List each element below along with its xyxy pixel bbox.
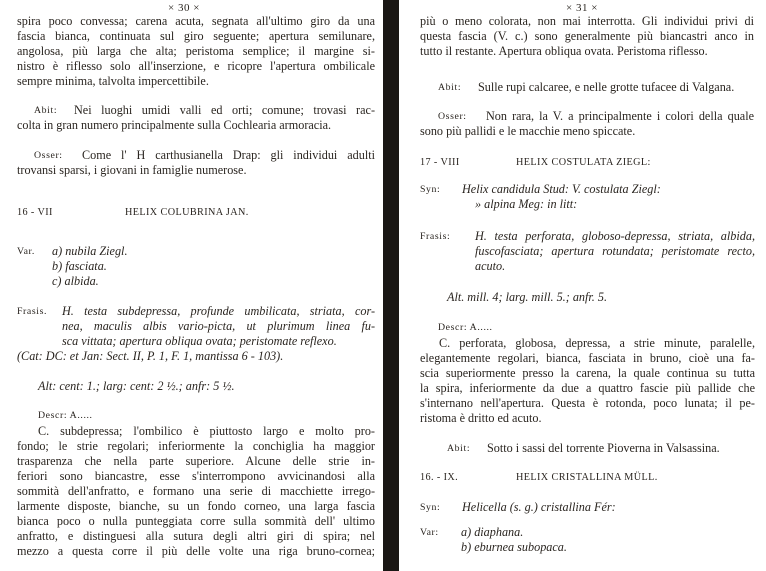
book-gutter — [383, 0, 399, 571]
frasis-line: nea, maculis albis vario-picta, ut plurimum linea fu- — [62, 319, 375, 333]
descr-line: bianca poco o nulla punteggiata corre sulla sommità dell' ultimo — [17, 514, 375, 528]
entry-number: 16 - VII — [17, 207, 53, 218]
frasis-line: H. testa perforata, globoso-depressa, striata, albida, — [475, 229, 755, 243]
right-intro-line: tutto il restante. Apertura obliqua ovata. Peristoma riflesso. — [420, 44, 708, 58]
descr-label: Descr: A..... — [438, 322, 493, 333]
frasis-line: H. testa subdepressa, profunde umbilicata, striata, cor- — [62, 304, 375, 318]
frasis-line: fuscofasciata; apertura rotundata; peristomate recto, — [475, 244, 755, 258]
var-item: b) fasciata. — [52, 259, 107, 273]
abit-label: Abit: — [34, 105, 58, 116]
descr-line: sommità dell'anfratto, e formano una serie di macchiette irrego- — [17, 484, 375, 498]
left-intro-line: fascia bianca, continuata sul giro seguente; apertura semilunare, — [17, 29, 375, 43]
osser-text: trovansi sparsi, i giovani in famiglie numerose. — [17, 163, 247, 177]
descr-line: fondo; le strie regolari; inferiormente la conchiglia ha maggior — [17, 439, 375, 453]
descr-label: Descr: A..... — [38, 410, 93, 421]
entry-title: HELIX COLUBRINA JAN. — [125, 207, 249, 218]
descr-line: trasparenza che nella parte superiore. Alcune delle strie in- — [17, 454, 375, 468]
frasis-line: sca vittata; apertura obliqua ovata; peristomate reflexo. — [62, 334, 337, 348]
right-intro-line: più o meno colorata, non mai interrotta. Gli individui privi di — [420, 14, 754, 28]
left-page-number: × 30 × — [168, 2, 200, 14]
frasis-label: Frasis. — [17, 306, 48, 317]
descr-line: larmente disposte, bianche, su un fondo corneo, una larga fascia — [17, 499, 375, 513]
osser-text: sono più pallidi e le macchie meno spiccate. — [420, 124, 636, 138]
osser-text: Non rara, la V. a principalmente i colori della quale — [486, 109, 754, 123]
abit-label: Abit: — [447, 443, 471, 454]
descr-line: mezzo a questa corre il più delle volte una riga bruno-cornea; — [17, 544, 375, 558]
descr-line: anfratto, e distinguesi alla sutura degli altri giri di spira; nel — [17, 529, 375, 543]
abit-label: Abit: — [438, 82, 462, 93]
osser-label: Osser: — [438, 111, 467, 122]
syn-line: » alpina Meg: in litt: — [475, 197, 578, 211]
abit-text: Nei luoghi umidi valli ed orti; comune; trovasi rac- — [74, 103, 375, 117]
descr-line: C. perforata, globosa, depressa, a strie minute, paralelle, — [439, 336, 755, 350]
var-item: a) nubila Ziegl. — [52, 244, 128, 258]
entry-number: 16. - IX. — [420, 472, 459, 483]
syn-label: Syn: — [420, 184, 441, 195]
osser-label: Osser: — [34, 150, 63, 161]
descr-line: ristoma è dritto ed acuto. — [420, 411, 542, 425]
syn-label: Syn: — [420, 502, 441, 513]
abit-text: Sulle rupi calcaree, e nelle grotte tufacee di Valgana. — [478, 80, 735, 94]
var-item: b) eburnea subopaca. — [461, 540, 567, 554]
descr-line: elegantemente regolari, bianca, fasciata in bruno, cioè una fa- — [420, 351, 755, 365]
left-intro-line: nistro è riflesso solo all'inserzione, e ricopre l'apertura ombilicale — [17, 59, 375, 73]
descr-line: s'internano nell'apertura. Questa è rotonda, poco lunata; il pe- — [420, 396, 755, 410]
right-intro-line: questa fascia (V. c.) sono generalmente più biancastri anco in — [420, 29, 754, 43]
frasis-label: Frasis: — [420, 231, 451, 242]
right-page-number: × 31 × — [566, 2, 598, 14]
var-item: a) diaphana. — [461, 525, 524, 539]
right-page — [399, 0, 766, 571]
left-intro-line: spira poco convessa; carena acuta, segnata all'ultimo giro da una — [17, 14, 375, 28]
descr-line: scia superiormente presso la carena, la quale continua su tutta — [420, 366, 755, 380]
measures: Alt. mill. 4; larg. mill. 5.; anfr. 5. — [447, 290, 608, 304]
left-intro-line: angolosa, più larga che alta; peristoma semplice; il margine si- — [17, 44, 375, 58]
measures: Alt: cent: 1.; larg: cent: 2 ½.; anfr: 5 ½. — [38, 379, 235, 393]
entry-title: HELIX CRISTALLINA MÜLL. — [516, 472, 658, 483]
syn-line: Helix candidula Stud: V. costulata Ziegl: — [462, 182, 661, 196]
entry-title: HELIX COSTULATA ZIEGL: — [516, 157, 651, 168]
osser-text: Come l' H carthusianella Drap: gli individui adulti — [82, 148, 375, 162]
frasis-line: acuto. — [475, 259, 506, 273]
syn-line: Helicella (s. g.) cristallina Fér: — [462, 500, 616, 514]
descr-line: feriori sono biancastre, esse s'interrompono avvicinandosi alla — [17, 469, 375, 483]
left-intro-line: sempre minima, talvolta impercettibile. — [17, 74, 209, 88]
var-label: Var: — [420, 527, 439, 538]
var-label: Var. — [17, 246, 35, 257]
abit-text: colta in gran numero principalmente sulla Cochlearia armoracia. — [17, 118, 332, 132]
frasis-line: (Cat: DC: et Jan: Sect. II, P. 1, F. 1, mantissa 6 - 103). — [17, 349, 284, 363]
descr-line: la spira, inferiormente da due a quattro fascie più pallide che — [420, 381, 755, 395]
var-item: c) albida. — [52, 274, 99, 288]
abit-text: Sotto i sassi del torrente Pioverna in Valsassina. — [487, 441, 720, 455]
descr-line: C. subdepressa; l'ombilico è piuttosto largo e molto pro- — [38, 424, 375, 438]
entry-number: 17 - VIII — [420, 157, 460, 168]
